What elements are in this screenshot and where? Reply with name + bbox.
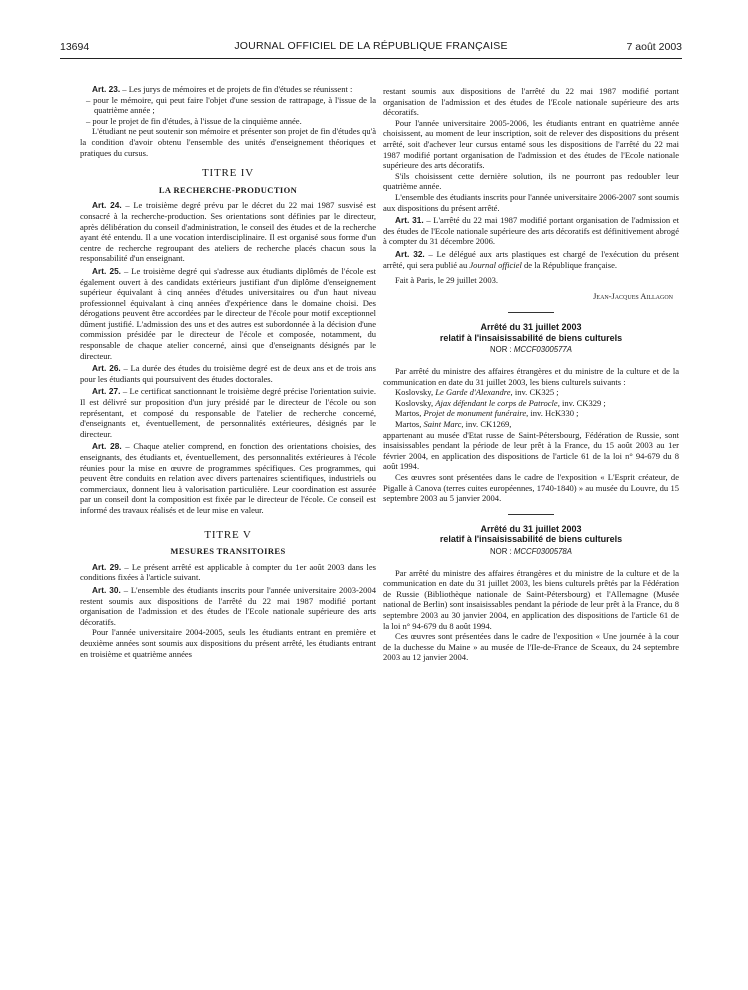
arrete-title: Arrêté du 31 juillet 2003 — [480, 523, 582, 534]
section-title: TITRE V — [204, 528, 252, 541]
list-item: – pour le mémoire, qui peut faire l'objet d'une session de rattrapage, à l'issue de la quatrième année ; — [86, 94, 376, 116]
section-subtitle: MESURES TRANSITOIRES — [170, 546, 286, 557]
signing-place-date: Fait à Paris, le 29 juillet 2003. — [395, 275, 499, 286]
separator-line — [508, 514, 554, 515]
nor-reference: NOR : MCCF0300577A — [490, 345, 572, 355]
list-item: Koslovsky, Le Garde d'Alexandre, inv. CK325 ; — [395, 387, 559, 398]
page-number: 13694 — [60, 41, 90, 53]
list-item: Martos, Projet de monument funéraire, inv. HcK330 ; — [395, 408, 579, 419]
article-26: Art. 26. – La durée des études du troisième degré est de deux ans et de trois ans pour les étudiants qui poursuivent des études doctorales. — [80, 363, 376, 384]
paragraph: Pour l'année universitaire 2004-2005, seuls les étudiants entrant en première et deuxième années sont soumis aux dispositions du présent arrêté, les étudiants entrant en troisième et quatrième années — [80, 627, 376, 659]
paragraph: Ces œuvres sont présentées dans le cadre de l'exposition « L'Esprit créateur, de Pigalle à Canova (terres cuites européennes, 1740-1840) » au musée du Louvre, du 15 septembre 2003 au 5 janvier 2004. — [383, 472, 679, 504]
nor-reference: NOR : MCCF0300578A — [490, 546, 572, 556]
paragraph: Par arrêté du ministre des affaires étrangères et du ministre de la culture et de la communication en date du 31 juillet 2003, les biens culturels suivants : — [383, 366, 679, 387]
header-rule — [60, 58, 682, 59]
paragraph: Ces œuvres sont présentées dans le cadre de l'exposition « Une journée à la cour de la duchesse du Maine » au musée de l'Ile-de-France de Sceaux, du 24 septembre 2003 au 12 janvier 2004. — [383, 631, 679, 663]
section-subtitle: LA RECHERCHE-PRODUCTION — [158, 184, 298, 195]
journal-title: JOURNAL OFFICIEL DE LA RÉPUBLIQUE FRANÇAISE — [234, 40, 508, 52]
arrete-subtitle: relatif à l'insaisissabilité de biens culturels — [439, 332, 623, 343]
paragraph: L'ensemble des étudiants inscrits pour l'année universitaire 2006-2007 sont soumis aux dispositions du présent arrêté. — [383, 191, 679, 213]
paragraph: restant soumis aux dispositions de l'arrêté du 22 mai 1987 modifié portant organisation de l'admission et des études de l'Ecole nationale supérieure des arts décoratifs. — [383, 86, 679, 118]
paragraph: Par arrêté du ministre des affaires étrangères et du ministre de la culture et de la communication en date du 31 juillet 2003, les biens culturels prêtés par la Fédération de Russie (Bibliothèque nationale de Saint-Pétersbourg) et l'Allemagne (Musée national de Berlin) sont insaisissables pendant la période de leur prêt à la France, du 8 septembre 2003 au 30 janvier 2004, en application des dispositions de l'article 61 de la loi n° 94-679 du 8 août 1994. — [383, 567, 679, 631]
separator-line — [508, 312, 554, 313]
left-column — [80, 84, 376, 659]
section-title: TITRE IV — [202, 167, 254, 180]
paragraph: appartenant au musée d'Etat russe de Saint-Pétersbourg, Fédération de Russie, sont insaisissables pendant la période de leur prêt à la France, du 15 août 2003 au 1er février 2004, en application des dispositions de l'article 61 de la loi n° 94-679 du 8 août 1994. — [383, 429, 679, 472]
arrete-subtitle: relatif à l'insaisissabilité de biens culturels — [439, 534, 623, 545]
signature: Jean-Jacques Aillagon — [593, 291, 673, 301]
article-25: Art. 25. – Le troisième degré qui s'adresse aux étudiants diplômés de l'école est également ouvert à des candidats extérieurs justifiant d'un diplôme d'enseignement supérieur équivalant à cinq années d'études universitaires ou d'un haut niveau professionnel équivalant à cinq années d'expérience dans le domaine choisi. Des dérogations peuvent être accordées par le directeur de l'école pour motif exceptionnel dûment justifié. L'admission des uns et des autres est subordonnée à la décision d'une commission présidée par le directeur de l'école et composée, notamment, du responsable de chaque atelier concerné, ainsi que d'enseignants désignés par le directeur. — [80, 265, 376, 361]
article-29: Art. 29. – Le présent arrêté est applicable à compter du 1er août 2003 dans les conditions fixées à l'article suivant. — [80, 561, 376, 583]
paragraph: S'ils choisissent cette dernière solution, ils ne pourront pas redoubler leur quatrième année. — [383, 170, 679, 192]
paragraph: L'étudiant ne peut soutenir son mémoire et présenter son projet de fin d'études qu'à la condition d'avoir obtenu l'ensemble des unités d'enseignement théoriques et pratiques du cursus. — [80, 126, 376, 158]
article-32: Art. 32. – Le délégué aux arts plastiques est chargé de l'exécution du présent arrêté, qui sera publié au Journal officiel de la République française. — [383, 248, 679, 270]
article-23-list — [80, 95, 376, 127]
article-31: Art. 31. – L'arrêté du 22 mai 1987 modifié portant organisation de l'admission et des études de l'Ecole nationale supérieure des arts décoratifs est définitivement abrogé à compter du 31 décembre 2006. — [383, 215, 679, 247]
right-column — [383, 86, 679, 663]
list-item: – pour le projet de fin d'études, à l'issue de la cinquième année. — [86, 115, 302, 126]
list-item: Koslovsky, Ajax défendant le corps de Patrocle, inv. CK329 ; — [395, 397, 606, 408]
page-header — [60, 38, 682, 56]
article-23: Art. 23. – Les jurys de mémoires et de projets de fin d'études se réunissent : — [92, 84, 353, 94]
paragraph: Pour l'année universitaire 2005-2006, les étudiants entrant en quatrième année choisissent, au moment de leur inscription, soit de relever des dispositions du présent arrêté, soit d'achever leur cursus entamé sous les dispositions de l'arrêté du 22 mai 1987 modifié portant organisation de l'admission et des études de l'Ecole nationale supérieure des arts décoratifs. — [383, 117, 679, 171]
article-28: Art. 28. – Chaque atelier comprend, en fonction des orientations choisies, des enseignants, des étudiants et, éventuellement, des personnalités extérieures à l'école réunies pour la mise en œuvre de programmes spécifiques. Ces programmes, qui peuvent être conduits en relation avec divers partenaires scientifiques, industriels ou commerciaux, donnent lieu à valorisation particulière. Leur coordination est assurée par un conseil dont la composition est fixée par le directeur de l'école. Ce conseil est informé des travaux réalisés et de leur mise en valeur. — [80, 441, 376, 515]
arrete-title: Arrêté du 31 juillet 2003 — [480, 322, 582, 333]
issue-date: 7 août 2003 — [626, 41, 682, 53]
article-30: Art. 30. – L'ensemble des étudiants inscrits pour l'année universitaire 2003-2004 restent soumis aux dispositions de l'arrêté du 22 mai 1987 modifié portant organisation de l'admission et des études de l'Ecole nationale supérieure des arts décoratifs. — [80, 584, 376, 627]
list-item: Martos, Saint Marc, inv. CK1269, — [395, 419, 512, 430]
article-27: Art. 27. – Le certificat sanctionnant le troisième degré précise l'orientation suivie. Il est délivré sur proposition d'un jury présidé par le directeur de l'école ou son représentant, et composé du responsable de l'atelier de recherche concerné, d'enseignants et, éventuellement, de personnalités extérieures, désignés par le directeur. — [80, 386, 376, 439]
article-24: Art. 24. – Le troisième degré prévu par le décret du 22 mai 1987 susvisé est consacré à la recherche-production. Ses orientations sont définies par le directeur, après délibération du conseil d'administration, le conseil des études et de la recherche ayant été entendu. Il a une vocation interdisciplinaire. Il est organisé sous forme d'un centre de recherche regroupant des ateliers de recherche placés chacun sous la responsabilité d'un enseignant. — [80, 200, 376, 264]
